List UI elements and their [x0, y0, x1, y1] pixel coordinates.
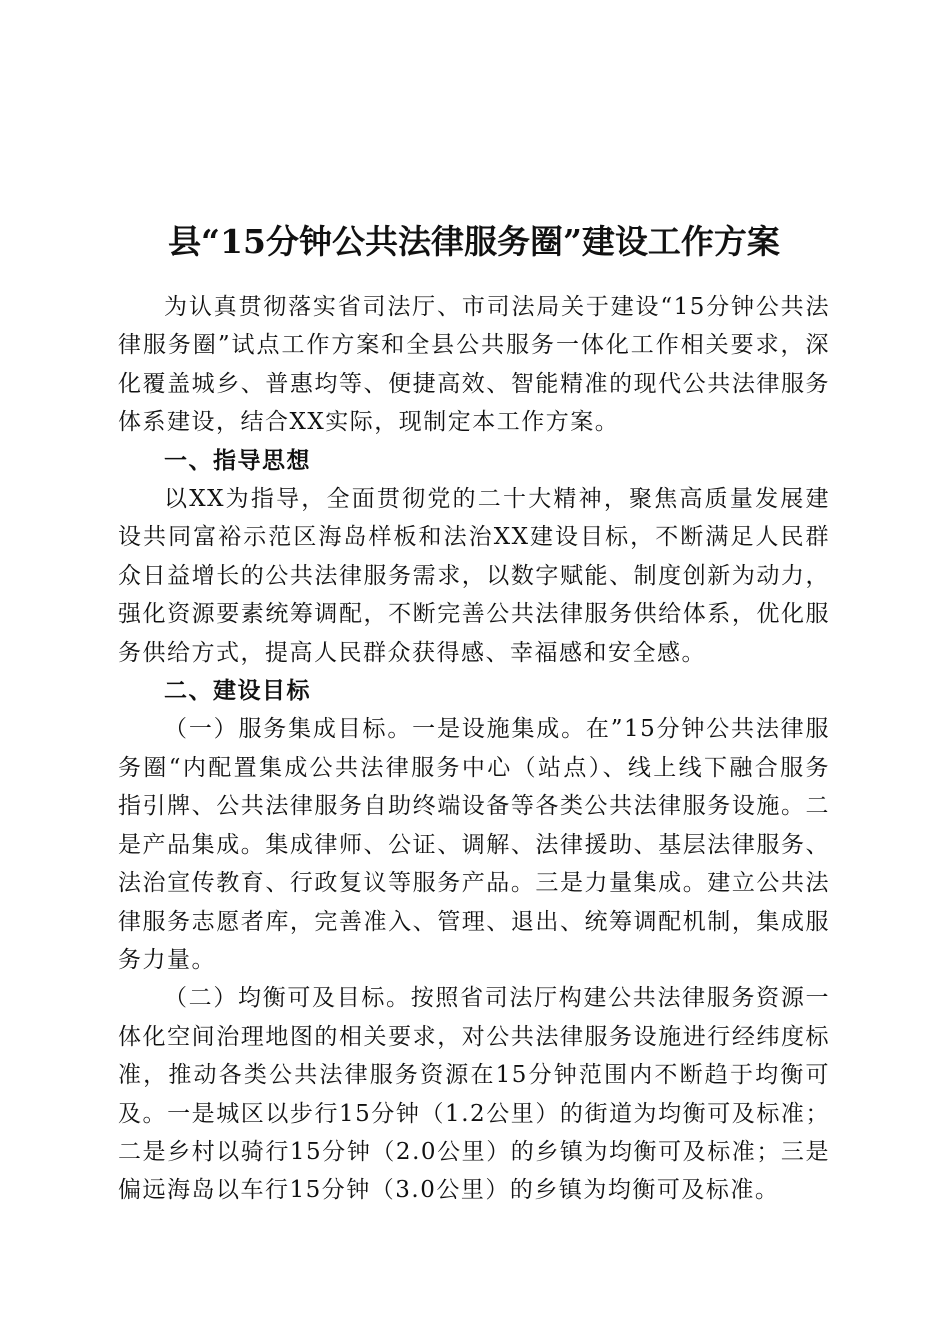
intro-paragraph: 为认真贯彻落实省司法厅、市司法局关于建设“15分钟公共法律服务圈”试点工作方案和全县公共服务一体化工作相关要求，深化覆盖城乡、普惠均等、便捷高效、智能精准的现代公共法律服务体系建设，结合XX实际，现制定本工作方案。 [118, 294, 830, 436]
section-1-paragraph: 以XX为指导，全面贯彻党的二十大精神，聚焦高质量发展建设共同富裕示范区海岛样板和法治XX建设目标，不断满足人民群众日益增长的公共法律服务需求，以数字赋能、制度创新为动力，强化资源要素统筹调配，不断完善公共法律服务供给体系，优化服务供给方式，提高人民群众获得感、幸福感和安全感。 [118, 486, 830, 666]
document-body [118, 288, 830, 1210]
section-2-heading: 二、建设目标 [164, 677, 311, 705]
document-title: 县“15分钟公共法律服务圈”建设工作方案 [168, 222, 780, 262]
section-2-item-1-paragraph: （一）服务集成目标。一是设施集成。在”15分钟公共法律服务圈“内配置集成公共法律服务中心（站点）、线上线下融合服务指引牌、公共法律服务自助终端设备等各类公共法律服务设施。二是产品集成。集成律师、公证、调解、法律援助、基层法律服务、法治宣传教育、行政复议等服务产品。三是力量集成。建立公共法律服务志愿者库，完善准入、管理、退出、统筹调配机制，集成服务力量。 [118, 716, 830, 973]
section-1-heading: 一、指导思想 [164, 446, 311, 474]
section-2-item-2-paragraph: （二）均衡可及目标。按照省司法厅构建公共法律服务资源一体化空间治理地图的相关要求，对公共法律服务设施进行经纬度标准，推动各类公共法律服务资源在15分钟范围内不断趋于均衡可及。一是城区以步行15分钟（1.2公里）的街道为均衡可及标准；二是乡村以骑行15分钟（2.0公里）的乡镇为均衡可及标准；三是偏远海岛以车行15分钟（3.0公里）的乡镇为均衡可及标准。 [118, 985, 830, 1204]
